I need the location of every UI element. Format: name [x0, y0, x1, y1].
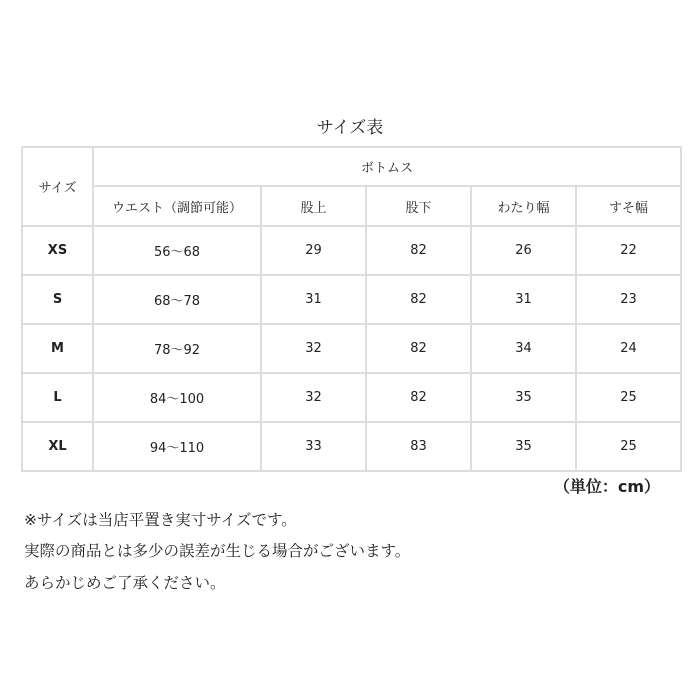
inseam-cell: 82 — [366, 324, 471, 373]
table-row — [22, 275, 681, 324]
column-header-hem: すそ幅 — [576, 186, 681, 226]
waist-cell: 56～68 — [93, 226, 261, 275]
waist-cell: 84～100 — [93, 373, 261, 422]
inseam-cell: 82 — [366, 275, 471, 324]
table-header-row — [22, 147, 681, 186]
table-row — [22, 373, 681, 422]
rise-cell: 32 — [261, 324, 366, 373]
unit-note: （単位：cm） — [553, 477, 660, 496]
thigh-cell: 31 — [471, 275, 576, 324]
note-line-variance: 実際の商品とは多少の誤差が生じる場合がございます。 — [24, 542, 411, 560]
waist-cell: 68～78 — [93, 275, 261, 324]
size-cell: S — [22, 275, 93, 324]
rise-cell: 33 — [261, 422, 366, 471]
hem-cell: 25 — [576, 422, 681, 471]
inseam-cell: 83 — [366, 422, 471, 471]
size-header-cell: サイズ — [22, 147, 93, 226]
size-cell: M — [22, 324, 93, 373]
column-header-thigh: わたり幅 — [471, 186, 576, 226]
hem-cell: 22 — [576, 226, 681, 275]
hem-cell: 25 — [576, 373, 681, 422]
thigh-cell: 34 — [471, 324, 576, 373]
inseam-cell: 82 — [366, 373, 471, 422]
page-title: サイズ表 — [316, 118, 384, 138]
rise-cell: 31 — [261, 275, 366, 324]
hem-cell: 24 — [576, 324, 681, 373]
rise-cell: 32 — [261, 373, 366, 422]
hem-cell: 23 — [576, 275, 681, 324]
rise-cell: 29 — [261, 226, 366, 275]
table-column-header-row — [22, 186, 681, 226]
thigh-cell: 26 — [471, 226, 576, 275]
table-row — [22, 324, 681, 373]
thigh-cell: 35 — [471, 373, 576, 422]
table-row — [22, 226, 681, 275]
size-cell: XS — [22, 226, 93, 275]
group-header-cell: ボトムス — [93, 147, 681, 186]
table-row — [22, 422, 681, 471]
inseam-cell: 82 — [366, 226, 471, 275]
thigh-cell: 35 — [471, 422, 576, 471]
size-cell: XL — [22, 422, 93, 471]
waist-cell: 94～110 — [93, 422, 261, 471]
column-header-inseam: 股下 — [366, 186, 471, 226]
size-table — [21, 146, 682, 472]
waist-cell: 78～92 — [93, 324, 261, 373]
note-line-measurement: ※サイズは当店平置き実寸サイズです。 — [24, 511, 297, 529]
column-header-rise: 股上 — [261, 186, 366, 226]
size-cell: L — [22, 373, 93, 422]
note-line-acknowledge: あらかじめご了承ください。 — [24, 574, 226, 592]
column-header-waist: ウエスト（調節可能） — [93, 186, 261, 226]
